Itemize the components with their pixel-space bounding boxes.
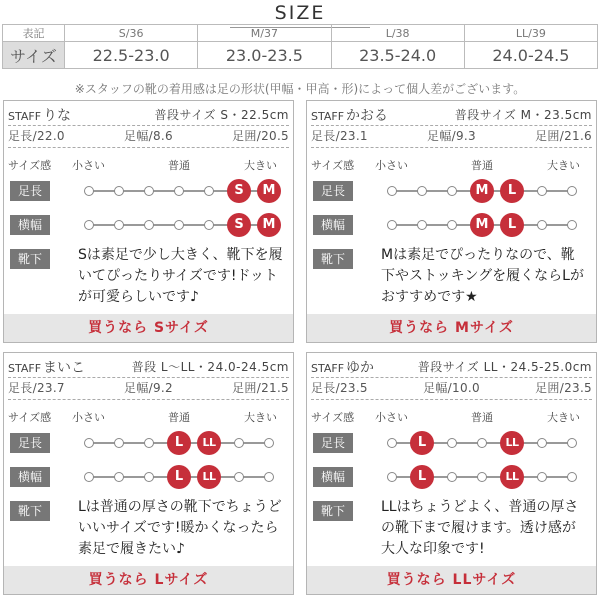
size-table-header-cell: M/37 xyxy=(198,25,331,42)
scale-dot xyxy=(537,438,547,448)
length-scale xyxy=(84,181,274,201)
staff-header xyxy=(311,105,592,125)
socks-label: 靴下 xyxy=(10,249,50,269)
scale-dot xyxy=(144,438,154,448)
size-table-header-label: 表記 xyxy=(3,25,65,42)
scale-dot xyxy=(537,472,547,482)
foot-length-value: 足長/23.5 xyxy=(311,381,368,395)
scale-dot xyxy=(114,186,124,196)
size-table-header-cell: LL/39 xyxy=(464,25,597,42)
scale-dot xyxy=(477,438,487,448)
scale-dot xyxy=(234,438,244,448)
scale-small-label: 小さい xyxy=(72,411,105,424)
length-label: 足長 xyxy=(10,181,50,201)
socks-label: 靴下 xyxy=(313,249,353,269)
staff-comment: Mは素足でぴったりなので、靴下やストッキングを履くならLがおすすめです★ xyxy=(381,247,584,305)
divider xyxy=(8,125,289,126)
size-table-value-cell: 24.0-24.5 xyxy=(464,42,597,69)
length-label: 足長 xyxy=(313,181,353,201)
width-scale xyxy=(84,467,274,487)
scale-dot xyxy=(417,220,427,230)
size-marker: L xyxy=(500,213,524,237)
scale-dot xyxy=(204,220,214,230)
size-title: SIZE xyxy=(274,2,326,24)
size-table-header-cell: S/36 xyxy=(65,25,198,42)
size-marker: M xyxy=(257,179,281,203)
width-label: 横幅 xyxy=(313,215,353,235)
scale-dot xyxy=(144,472,154,482)
scale-dot xyxy=(447,220,457,230)
foot-length-value: 足長/22.0 xyxy=(8,129,65,143)
scale-dot xyxy=(567,472,577,482)
scale-dot xyxy=(204,186,214,196)
size-table-value-row xyxy=(3,42,598,69)
foot-width-value: 足幅/8.6 xyxy=(124,129,173,143)
scale-dot xyxy=(477,472,487,482)
scale-dot xyxy=(387,438,397,448)
usual-size: 普段サイズ M・23.5cm xyxy=(454,108,592,122)
foot-measurements xyxy=(311,127,592,145)
size-feel-label: サイズ感 xyxy=(311,411,355,424)
scale-dot xyxy=(387,472,397,482)
scale-normal-label: 普通 xyxy=(471,159,493,172)
foot-length-value: 足長/23.7 xyxy=(8,381,65,395)
length-scale xyxy=(84,433,274,453)
width-scale xyxy=(84,215,274,235)
scale-dot xyxy=(234,472,244,482)
scale-normal-label: 普通 xyxy=(168,159,190,172)
size-marker: LL xyxy=(197,465,221,489)
scale-large-label: 大きい xyxy=(244,411,277,424)
scale-large-label: 大きい xyxy=(547,411,580,424)
scale-dot xyxy=(144,220,154,230)
size-feel-label: サイズ感 xyxy=(8,159,52,172)
size-table-value-cell: 23.0-23.5 xyxy=(198,42,331,69)
scale-dot xyxy=(387,220,397,230)
buy-recommendation: 買うなら Sサイズ xyxy=(4,314,293,342)
foot-measurements xyxy=(8,127,289,145)
scale-dot xyxy=(114,472,124,482)
scale-dot xyxy=(567,220,577,230)
scale-dot xyxy=(174,186,184,196)
staff-comment: Sは素足で少し大きく、靴下を履いてぴったりサイズです!ドットが可愛らしいです♪ xyxy=(78,247,283,305)
staff-card xyxy=(3,352,294,595)
staff-name: りな xyxy=(43,108,72,124)
staff-header xyxy=(8,105,289,125)
staff-name: ゆか xyxy=(346,360,375,376)
scale-dot xyxy=(84,220,94,230)
size-marker: M xyxy=(470,179,494,203)
scale-dot xyxy=(264,472,274,482)
scale-dot xyxy=(84,472,94,482)
staff-label: STAFF xyxy=(8,362,42,375)
divider xyxy=(8,377,289,378)
usual-size: 普段サイズ LL・24.5-25.0cm xyxy=(417,360,592,374)
size-marker: L xyxy=(410,431,434,455)
staff-comment: LLはちょうどよく、普通の厚さの靴下まで履けます。透け感が大人な印象です! xyxy=(381,499,579,557)
scale-dot xyxy=(264,438,274,448)
size-table-value-cell: 23.5-24.0 xyxy=(331,42,464,69)
foot-width-value: 足幅/9.2 xyxy=(124,381,173,395)
divider xyxy=(311,147,592,148)
length-label: 足長 xyxy=(313,433,353,453)
width-scale xyxy=(387,467,577,487)
staff-name: まいこ xyxy=(43,360,86,376)
size-marker: S xyxy=(227,213,251,237)
size-marker: L xyxy=(410,465,434,489)
staff-label: STAFF xyxy=(311,110,345,123)
scale-dot xyxy=(417,186,427,196)
scale-dot xyxy=(84,438,94,448)
scale-dot xyxy=(447,438,457,448)
size-marker: L xyxy=(167,431,191,455)
width-label: 横幅 xyxy=(313,467,353,487)
staff-card xyxy=(3,100,294,343)
staff-card xyxy=(306,100,597,343)
size-feel-label: サイズ感 xyxy=(311,159,355,172)
scale-dot xyxy=(537,220,547,230)
size-table-header-cell: L/38 xyxy=(331,25,464,42)
scale-dot xyxy=(537,186,547,196)
buy-recommendation: 買うなら Lサイズ xyxy=(4,566,293,594)
size-marker: LL xyxy=(500,465,524,489)
scale-large-label: 大きい xyxy=(547,159,580,172)
size-table-row-label: サイズ xyxy=(3,42,65,69)
usual-size: 普段サイズ S・22.5cm xyxy=(154,108,289,122)
size-marker: L xyxy=(500,179,524,203)
size-table xyxy=(2,24,598,69)
size-table-header-row xyxy=(3,25,598,42)
staff-label: STAFF xyxy=(311,362,345,375)
foot-width-value: 足幅/9.3 xyxy=(427,129,476,143)
scale-normal-label: 普通 xyxy=(471,411,493,424)
socks-label: 靴下 xyxy=(313,501,353,521)
scale-dot xyxy=(567,438,577,448)
staff-header xyxy=(311,357,592,377)
divider xyxy=(311,125,592,126)
staff-card xyxy=(306,352,597,595)
divider xyxy=(311,377,592,378)
scale-dot xyxy=(114,438,124,448)
scale-small-label: 小さい xyxy=(375,411,408,424)
scale-dot xyxy=(567,186,577,196)
size-marker: L xyxy=(167,465,191,489)
scale-dot xyxy=(84,186,94,196)
size-table-value-cell: 22.5-23.0 xyxy=(65,42,198,69)
length-scale xyxy=(387,433,577,453)
foot-measurements xyxy=(8,379,289,397)
socks-label: 靴下 xyxy=(10,501,50,521)
width-scale xyxy=(387,215,577,235)
length-scale xyxy=(387,181,577,201)
size-marker: LL xyxy=(500,431,524,455)
scale-dot xyxy=(447,186,457,196)
foot-girth-value: 足囲/20.5 xyxy=(232,129,289,143)
scale-small-label: 小さい xyxy=(72,159,105,172)
scale-dot xyxy=(387,186,397,196)
length-label: 足長 xyxy=(10,433,50,453)
scale-dot xyxy=(114,220,124,230)
scale-normal-label: 普通 xyxy=(168,411,190,424)
foot-measurements xyxy=(311,379,592,397)
width-label: 横幅 xyxy=(10,467,50,487)
size-marker: LL xyxy=(197,431,221,455)
divider xyxy=(8,147,289,148)
fit-note: ※スタッフの靴の着用感は足の形状(甲幅・甲高・形)によって個人差がございます。 xyxy=(74,82,526,96)
size-feel-label: サイズ感 xyxy=(8,411,52,424)
foot-girth-value: 足囲/23.5 xyxy=(535,381,592,395)
size-marker: M xyxy=(257,213,281,237)
staff-header xyxy=(8,357,289,377)
scale-dot xyxy=(447,472,457,482)
foot-width-value: 足幅/10.0 xyxy=(423,381,480,395)
size-marker: M xyxy=(470,213,494,237)
usual-size: 普段 L〜LL・24.0-24.5cm xyxy=(131,360,289,374)
foot-girth-value: 足囲/21.5 xyxy=(232,381,289,395)
foot-length-value: 足長/23.1 xyxy=(311,129,368,143)
scale-dot xyxy=(174,220,184,230)
staff-label: STAFF xyxy=(8,110,42,123)
staff-comment: Lは普通の厚さの靴下でちょうどいいサイズです!暖かくなったら素足で履きたい♪ xyxy=(78,499,282,557)
buy-recommendation: 買うなら Mサイズ xyxy=(307,314,596,342)
scale-dot xyxy=(144,186,154,196)
divider xyxy=(311,399,592,400)
divider xyxy=(8,399,289,400)
scale-small-label: 小さい xyxy=(375,159,408,172)
size-marker: S xyxy=(227,179,251,203)
scale-large-label: 大きい xyxy=(244,159,277,172)
staff-name: かおる xyxy=(346,108,389,124)
buy-recommendation: 買うなら LLサイズ xyxy=(307,566,596,594)
foot-girth-value: 足囲/21.6 xyxy=(535,129,592,143)
width-label: 横幅 xyxy=(10,215,50,235)
